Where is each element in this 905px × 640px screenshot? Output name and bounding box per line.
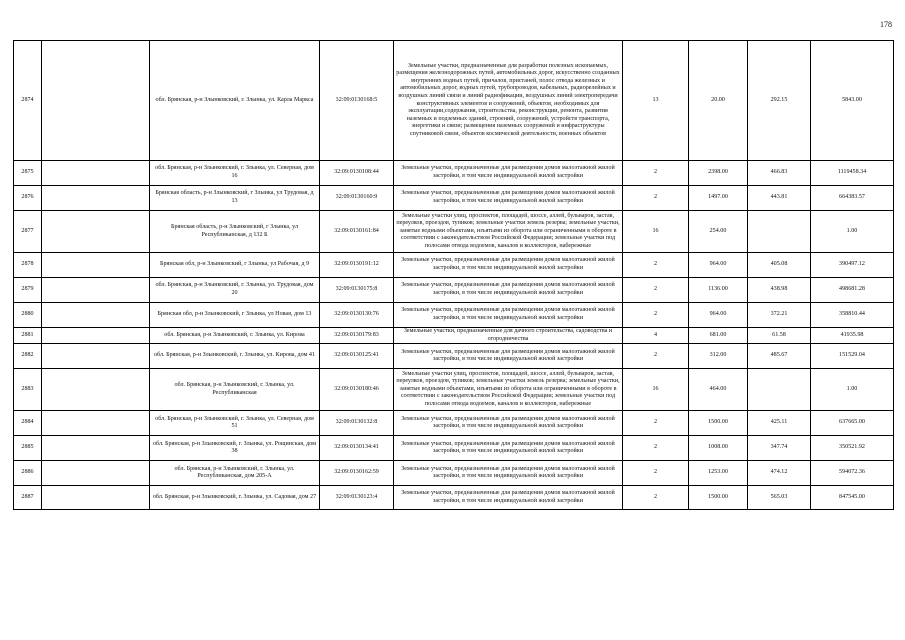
blank-cell (42, 411, 150, 436)
area-cell: 1008.00 (689, 436, 748, 461)
table-row (14, 369, 894, 411)
row-number-cell: 2877 (14, 211, 42, 253)
cadastral-value-cell: 594072.36 (811, 461, 894, 486)
row-number-cell: 2875 (14, 161, 42, 186)
cadastral-number-cell: 32:09:0130134:41 (320, 436, 394, 461)
row-number-cell: 2882 (14, 344, 42, 369)
cadastral-value-cell: 637665.00 (811, 411, 894, 436)
table-row (14, 303, 894, 328)
land-use-cell: Земельные участки, предназначенные для размещения домов малоэтажной жилой застройки, в том числе индивидуальной жилой застройки (394, 344, 623, 369)
cadastral-value-cell: 41935.98 (811, 328, 894, 344)
cadastral-number-cell: 32:09:0130160:9 (320, 186, 394, 211)
cadastral-value-cell: 5843.00 (811, 41, 894, 161)
address-cell: Брянская область, р-н Злынковский, г Злынка, ул Республиканская, д 132 Б (150, 211, 320, 253)
specific-value-cell: 438.98 (748, 278, 811, 303)
address-cell: обл. Брянская, р-н Злынковский, г. Злынка, ул. Трудовая, дом 20 (150, 278, 320, 303)
row-number-cell: 2886 (14, 461, 42, 486)
area-cell: 964.00 (689, 253, 748, 278)
use-code-cell: 2 (623, 186, 689, 211)
area-cell: 254.00 (689, 211, 748, 253)
use-code-cell: 2 (623, 461, 689, 486)
blank-cell (42, 436, 150, 461)
cadastral-number-cell: 32:09:0130179:83 (320, 328, 394, 344)
row-number-cell: 2884 (14, 411, 42, 436)
cadastral-value-cell: 664383.57 (811, 186, 894, 211)
land-use-cell: Земельные участки, предназначенные для размещения домов малоэтажной жилой застройки, в том числе индивидуальной жилой застройки (394, 461, 623, 486)
row-number-cell: 2880 (14, 303, 42, 328)
land-use-cell: Земельные участки, предназначенные для размещения домов малоэтажной жилой застройки, в том числе индивидуальной жилой застройки (394, 186, 623, 211)
land-use-cell: Земельные участки, предназначенные для размещения домов малоэтажной жилой застройки, в том числе индивидуальной жилой застройки (394, 253, 623, 278)
use-code-cell: 2 (623, 161, 689, 186)
cadastral-number-cell: 32:09:0130175:8 (320, 278, 394, 303)
blank-cell (42, 278, 150, 303)
page-number: 178 (880, 20, 892, 29)
area-cell: 2398.00 (689, 161, 748, 186)
land-use-cell: Земельные участки, предназначенные для размещения домов малоэтажной жилой застройки, в том числе индивидуальной жилой застройки (394, 486, 623, 510)
cadastral-number-cell: 32:09:0130191:12 (320, 253, 394, 278)
use-code-cell: 2 (623, 486, 689, 510)
address-cell: Брянская обл, р-н Злынковский, г Злынка, ул Рабочая, д 9 (150, 253, 320, 278)
use-code-cell: 2 (623, 278, 689, 303)
blank-cell (42, 303, 150, 328)
area-cell: 1497.00 (689, 186, 748, 211)
address-cell: Брянская область, р-н Злынковский, г Злынка, ул Трудовая, д 13 (150, 186, 320, 211)
specific-value-cell: 292.15 (748, 41, 811, 161)
use-code-cell: 16 (623, 211, 689, 253)
use-code-cell: 2 (623, 303, 689, 328)
blank-cell (42, 41, 150, 161)
cadastral-number-cell: 32:09:0130168:5 (320, 41, 394, 161)
blank-cell (42, 344, 150, 369)
table-row (14, 344, 894, 369)
cadastral-number-cell: 32:09:0130180:46 (320, 369, 394, 411)
area-cell: 20.00 (689, 41, 748, 161)
row-number-cell: 2879 (14, 278, 42, 303)
cadastral-number-cell: 32:09:0130108:44 (320, 161, 394, 186)
area-cell: 1500.00 (689, 411, 748, 436)
specific-value-cell: 405.08 (748, 253, 811, 278)
specific-value-cell: 425.11 (748, 411, 811, 436)
specific-value-cell (748, 211, 811, 253)
area-cell: 1136.00 (689, 278, 748, 303)
blank-cell (42, 161, 150, 186)
table-row (14, 486, 894, 510)
row-number-cell: 2878 (14, 253, 42, 278)
use-code-cell: 2 (623, 411, 689, 436)
row-number-cell: 2887 (14, 486, 42, 510)
row-number-cell: 2876 (14, 186, 42, 211)
cadastral-value-cell: 350521.92 (811, 436, 894, 461)
land-use-cell: Земельные участки, предназначенные для размещения домов малоэтажной жилой застройки, в том числе индивидуальной жилой застройки (394, 436, 623, 461)
specific-value-cell: 474.12 (748, 461, 811, 486)
address-cell: обл. Брянская, р-н Злынковский, г. Злынка, ул. Республиканская (150, 369, 320, 411)
address-cell: Брянская обл, р-н Злынковский, г Злынка, ул Новая, дом 13 (150, 303, 320, 328)
blank-cell (42, 461, 150, 486)
land-use-cell: Земельные участки улиц, проспектов, площадей, шоссе, аллей, бульваров, застав, переулков, проездов, тупиков; земельные участки земель резерва; земельные участки, занятые водными объектами, изъятыми из оборота или ограниченными в обороте в соответствии с законодательством Российской Федерации; земельные участки под полосами отвода водоемов, каналов и коллекторов, набережные (394, 369, 623, 411)
cadastral-number-cell: 32:09:0130125:41 (320, 344, 394, 369)
address-cell: обл. Брянская, р-н Злынковский, г. Злынка, ул. Республиканская, дом 205-А (150, 461, 320, 486)
area-cell: 1253.00 (689, 461, 748, 486)
table-row (14, 278, 894, 303)
table-row (14, 161, 894, 186)
table-row (14, 186, 894, 211)
row-number-cell: 2883 (14, 369, 42, 411)
cadastral-number-cell: 32:09:0130162:59 (320, 461, 394, 486)
cadastral-number-cell: 32:09:0130123:4 (320, 486, 394, 510)
specific-value-cell: 443.81 (748, 186, 811, 211)
specific-value-cell: 565.03 (748, 486, 811, 510)
blank-cell (42, 486, 150, 510)
row-number-cell: 2885 (14, 436, 42, 461)
area-cell: 464.00 (689, 369, 748, 411)
cadastral-number-cell: 32:09:0130130:76 (320, 303, 394, 328)
table-row (14, 211, 894, 253)
table-row (14, 461, 894, 486)
specific-value-cell: 372.21 (748, 303, 811, 328)
cadastral-value-cell: 390497.12 (811, 253, 894, 278)
table-row (14, 253, 894, 278)
land-use-cell: Земельные участки улиц, проспектов, площадей, шоссе, аллей, бульваров, застав, переулков, проездов, тупиков; земельные участки земель резерва; земельные участки, занятые водными объектами, изъятыми из оборота или ограниченными в обороте в соответствии с законодательством Российской Федерации; земельные участки под полосами отвода водоемов, каналов и коллекторов, набережные (394, 211, 623, 253)
blank-cell (42, 253, 150, 278)
blank-cell (42, 369, 150, 411)
table-row (14, 436, 894, 461)
specific-value-cell: 466.83 (748, 161, 811, 186)
address-cell: обл. Брянская, р-н Злынковский, г. Злынка, ул. Кирова (150, 328, 320, 344)
cadastral-number-cell: 32:09:0130161:84 (320, 211, 394, 253)
land-use-cell: Земельные участки, предназначенные для размещения домов малоэтажной жилой застройки, в том числе индивидуальной жилой застройки (394, 411, 623, 436)
blank-cell (42, 328, 150, 344)
table-row (14, 328, 894, 344)
use-code-cell: 2 (623, 253, 689, 278)
blank-cell (42, 211, 150, 253)
area-cell: 1500.00 (689, 486, 748, 510)
address-cell: обл. Брянская, р-н Злынковский, г. Злынка, ул. Кирова, дом 41 (150, 344, 320, 369)
area-cell: 964.00 (689, 303, 748, 328)
cadastral-value-cell: 151529.04 (811, 344, 894, 369)
use-code-cell: 2 (623, 436, 689, 461)
row-number-cell: 2881 (14, 328, 42, 344)
use-code-cell: 16 (623, 369, 689, 411)
cadastral-value-cell: 1.00 (811, 369, 894, 411)
cadastral-value-cell: 1119458.34 (811, 161, 894, 186)
cadastral-value-cell: 847545.00 (811, 486, 894, 510)
area-cell: 681.00 (689, 328, 748, 344)
specific-value-cell (748, 369, 811, 411)
specific-value-cell: 347.74 (748, 436, 811, 461)
specific-value-cell: 485.67 (748, 344, 811, 369)
land-use-cell: Земельные участки, предназначенные для размещения домов малоэтажной жилой застройки, в том числе индивидуальной жилой застройки (394, 303, 623, 328)
land-use-cell: Земельные участки, предназначенные для дачного строительства, садоводства и огородничества (394, 328, 623, 344)
row-number-cell: 2874 (14, 41, 42, 161)
cadastral-value-cell: 358810.44 (811, 303, 894, 328)
land-registry-table (13, 40, 894, 510)
area-cell: 312.00 (689, 344, 748, 369)
land-use-cell: Земельные участки, предназначенные для разработки полезных ископаемых, размещения железнодорожных путей, автомобильных дорог, искусственно созданных внутренних водных путей, причалов, пристаней, полос отвода железных и автомобильных дорог, водных путей, трубопроводов, кабельных, радиорелейных и воздушных линий связи и линий радиофикации, воздушных линий электропередачи конструктивных элементов и сооружений, объектов, необходимых для эксплуатации,содержания, строительства, реконструкции, ремонта, развития наземных и подземных зданий, строений, сооружений, устройств транспорта, энергетики и связи; размещения наземных сооружений и инфраструктуры спутниковой связи, объектов космической деятельности, военных объектов (394, 41, 623, 161)
address-cell: обл. Брянская, р-н Злынковский, г. Злынка, ул. Карла Маркса (150, 41, 320, 161)
address-cell: обл. Брянская, р-н Злынковский, г. Злынка, ул. Северная, дом 51 (150, 411, 320, 436)
address-cell: обл. Брянская, р-н Злынковский, г. Злынка, ул. Северная, дом 16 (150, 161, 320, 186)
cadastral-value-cell: 1.00 (811, 211, 894, 253)
address-cell: обл. Брянская, р-н Злынковский, г. Злынка, ул. Садовая, дом 27 (150, 486, 320, 510)
land-use-cell: Земельные участки, предназначенные для размещения домов малоэтажной жилой застройки, в том числе индивидуальной жилой застройки (394, 161, 623, 186)
use-code-cell: 13 (623, 41, 689, 161)
address-cell: обл. Брянская, р-н Злынковский, г. Злынка, ул. Рощинская, дом 38 (150, 436, 320, 461)
blank-cell (42, 186, 150, 211)
table-row (14, 411, 894, 436)
land-use-cell: Земельные участки, предназначенные для размещения домов малоэтажной жилой застройки, в том числе индивидуальной жилой застройки (394, 278, 623, 303)
use-code-cell: 4 (623, 328, 689, 344)
specific-value-cell: 61.58 (748, 328, 811, 344)
cadastral-number-cell: 32:09:0130132:8 (320, 411, 394, 436)
table-body (14, 41, 894, 510)
use-code-cell: 2 (623, 344, 689, 369)
table-row (14, 41, 894, 161)
cadastral-value-cell: 498681.28 (811, 278, 894, 303)
